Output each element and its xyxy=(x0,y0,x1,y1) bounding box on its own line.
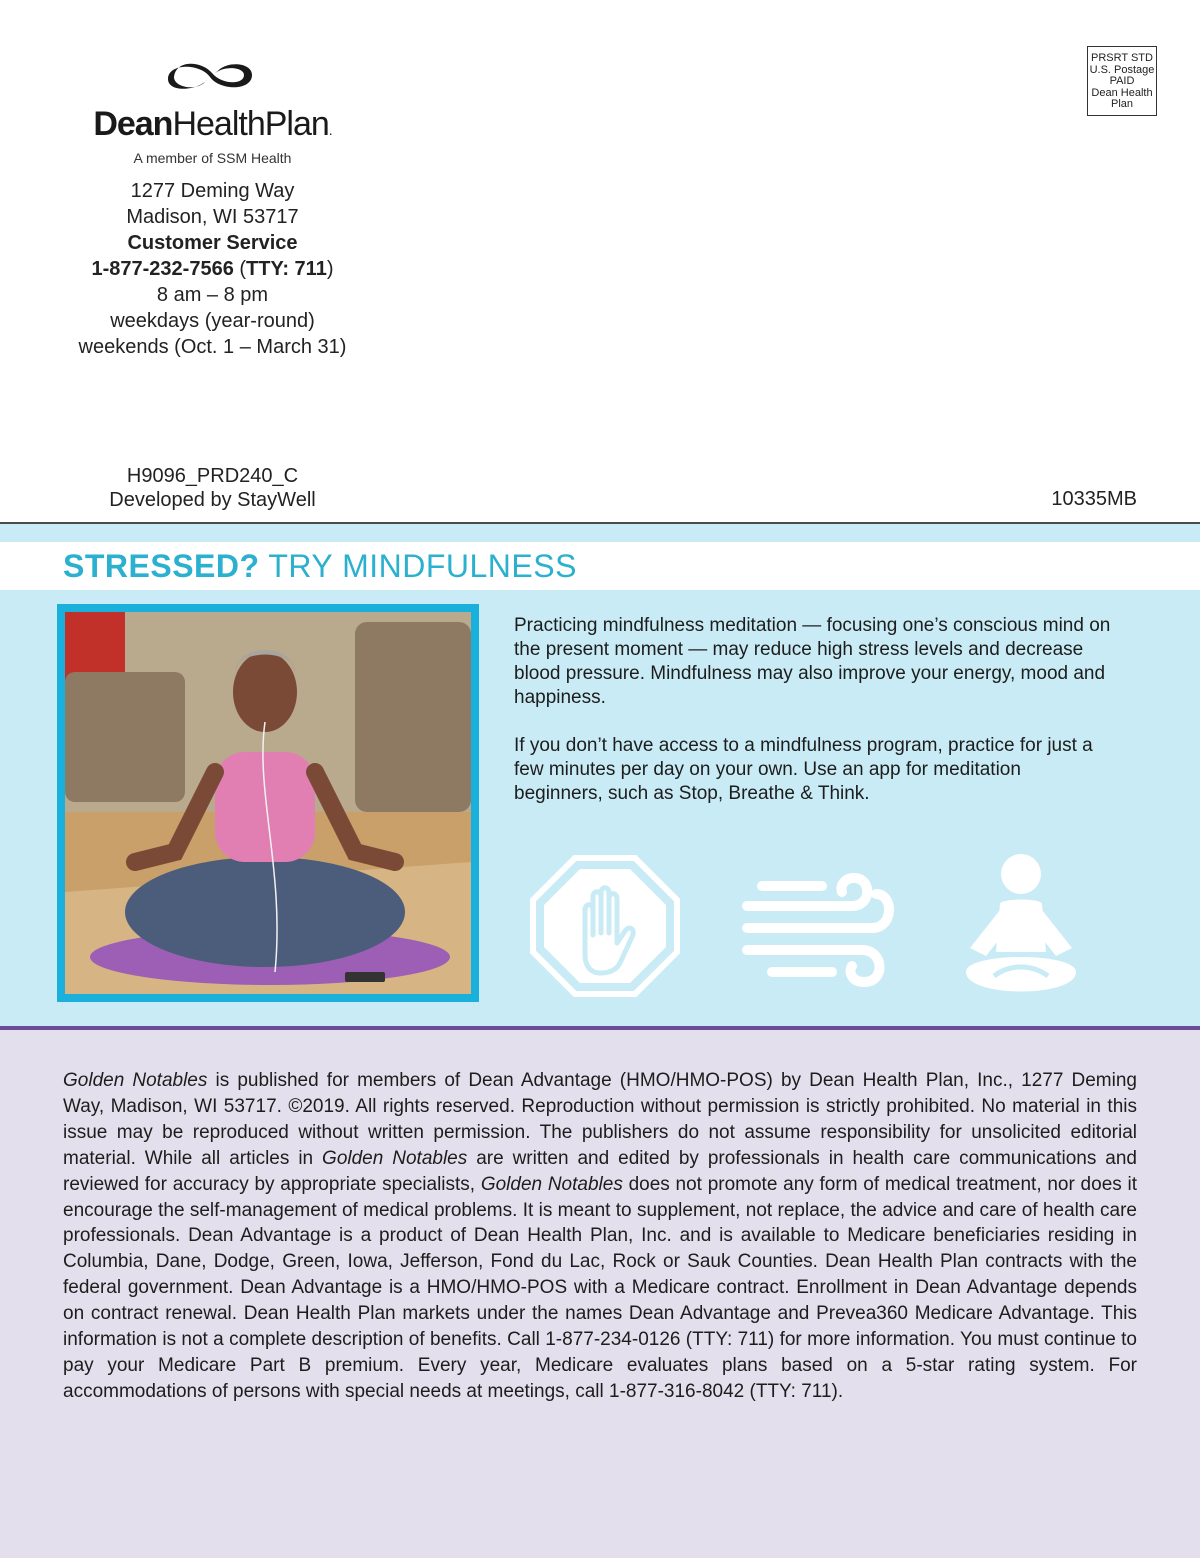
weekends-line: weekends (Oct. 1 – March 31) xyxy=(78,336,347,358)
tty-number: TTY: 711 xyxy=(246,258,327,280)
publication-name: Golden Notables xyxy=(480,1173,623,1195)
brand-mark: . xyxy=(328,122,332,138)
mail-code: 10335MB xyxy=(1051,488,1137,510)
postage-indicia: PRSRT STD U.S. Postage PAID Dean Health Plan xyxy=(1087,46,1157,116)
article-paragraph-1: Practicing mindfulness meditation — focusing one’s conscious mind on the present moment — may reduce high stress levels and decrease blood pressure. Mindfulness may also improve your energy, mood and happiness. xyxy=(514,615,1111,708)
address-line-1: 1277 Deming Way xyxy=(130,180,295,202)
disclaimer-text: Golden Notables is published for members of Dean Advantage (HMO/HMO-POS) by Dean Health Plan, Inc., 1277 Deming Way, Madison, WI 53717. ©2019. All rights reserved. Reproduction without permission is strictly prohibited. No material in this issue may be reproduced without written permission. The publishers do not assume responsibility for unsolicited editorial material. While all articles in Golden Notables are written and edited by professionals in health care communications and reviewed for accuracy by appropriate specialists, Golden Notables does not promote any form of medical treatment, nor does it encourage the self-management of medical problems. It is meant to supplement, not replace, the advice and care of health care professionals. Dean Advantage is a product of Dean Health Plan, Inc. and is available to Medicare beneficiaries residing in Columbia, Dane, Dodge, Green, Iowa, Jefferson, Fond du Lac, Rock or Sauk Counties. Dean Health Plan contracts with the federal government. Dean Advantage is a HMO/HMO-POS with a Medicare contract. Enrollment in Dean Advantage depends on contract renewal. Dean Health Plan markets under the names Dean Advantage and Prevea360 Medicare Advantage. This information is not a complete description of benefits. Call 1-877-234-0126 (TTY: 711) for more information. You must continue to pay your Medicare Part B premium. Every year, Medicare evaluates plans based on a 5-star rating system. For accommodations of persons with special needs at meetings, call 1-877-316-8042 (TTY: 711). xyxy=(63,1070,1138,1402)
article-paragraph-2: If you don’t have access to a mindfulness program, practice for just a few minutes per day on your own. Use an app for meditation beginners, such as Stop, Breathe & Think. xyxy=(514,735,1093,804)
meditating-woman-image xyxy=(65,612,471,994)
wind-breath-icon xyxy=(742,866,902,996)
publication-name: Golden Notables xyxy=(63,1070,208,1091)
phone-number: 1-877-232-7566 xyxy=(91,258,234,280)
form-code-block xyxy=(0,464,425,512)
section-title xyxy=(63,548,577,585)
phone-line: 1-877-232-7566 (TTY: 711) xyxy=(91,258,334,280)
meditation-figure-icon xyxy=(960,852,1082,997)
weekdays-line: weekdays (year-round) xyxy=(110,310,315,332)
brand-name xyxy=(0,105,425,144)
article-body xyxy=(514,614,1114,830)
section-title-bold: STRESSED? xyxy=(63,548,260,584)
brand-name-regular: HealthPlan xyxy=(172,105,329,143)
publication-name: Golden Notables xyxy=(322,1147,468,1169)
section-title-regular: TRY MINDFULNESS xyxy=(259,548,577,584)
address-line-2: Madison, WI 53717 xyxy=(126,206,299,228)
return-address xyxy=(0,178,425,360)
hours-line: 8 am – 8 pm xyxy=(156,284,269,306)
band-top xyxy=(0,524,1200,542)
stop-hand-icon xyxy=(530,855,680,997)
member-line: A member of SSM Health xyxy=(133,150,292,166)
brand-name-bold: Dean xyxy=(93,105,173,143)
meditation-photo xyxy=(57,604,479,1002)
dean-logo-icon xyxy=(160,55,260,99)
form-id: H9096_PRD240_C xyxy=(126,465,299,487)
customer-service-label: Customer Service xyxy=(127,232,298,254)
developer-line: Developed by StayWell xyxy=(109,489,316,511)
